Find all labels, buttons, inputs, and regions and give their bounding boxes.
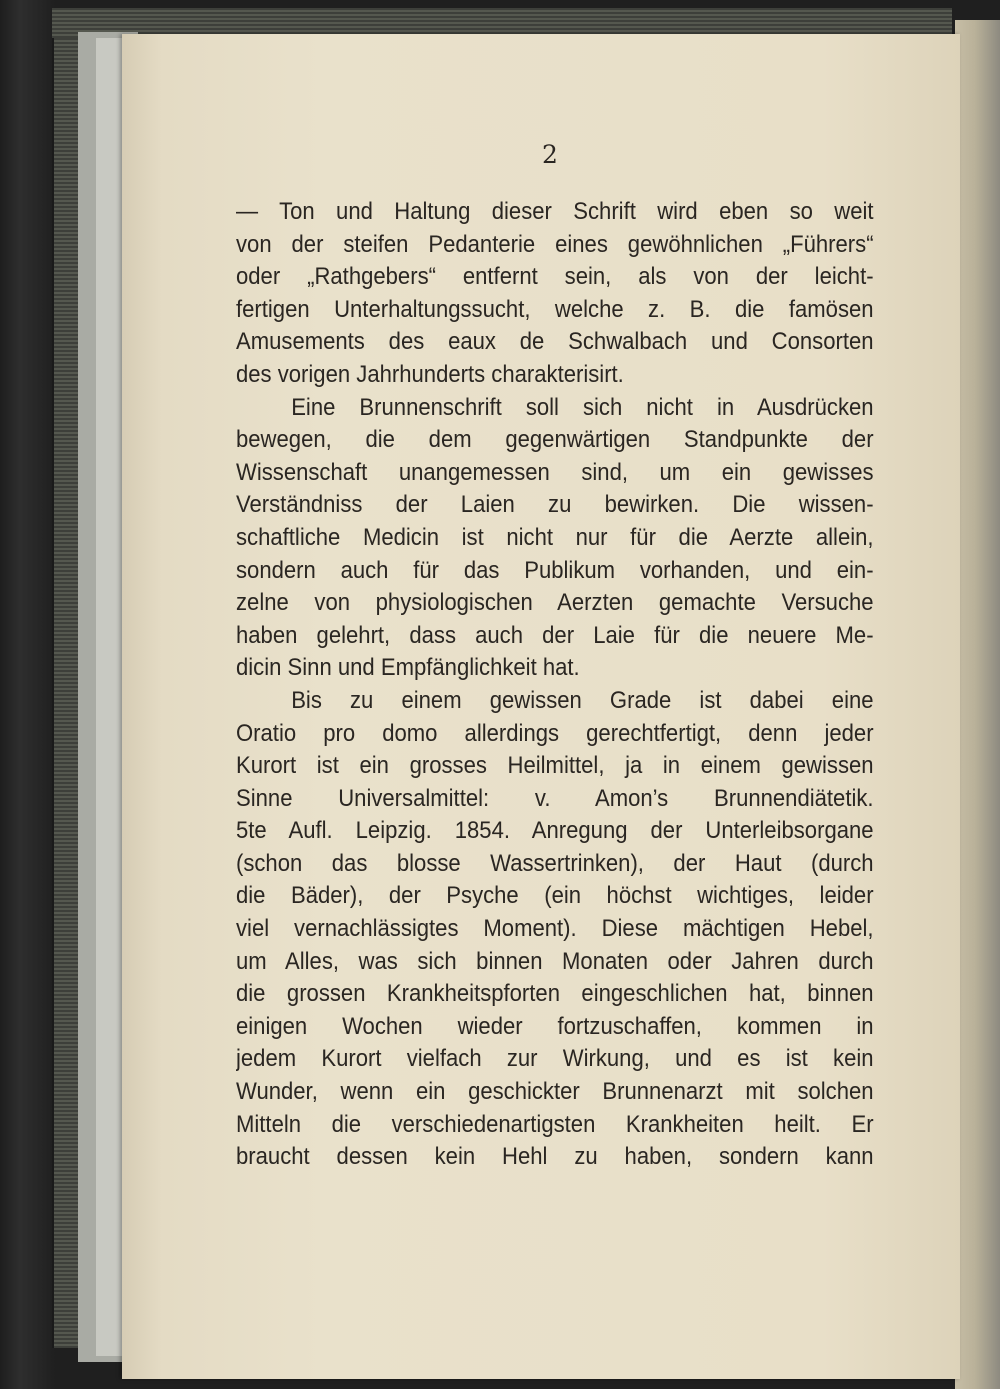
text-line: Amusements des eaux de Schwalbach und Consorten xyxy=(236,328,874,356)
text-line: zelne von physiologischen Aerzten gemachte Versuche xyxy=(236,589,874,617)
text-line: braucht dessen kein Hehl zu haben, sondern kann xyxy=(236,1143,874,1171)
text-line: einigen Wochen wieder fortzuschaffen, kommen in xyxy=(236,1012,874,1040)
text-line: Verständniss der Laien zu bewirken. Die wissen- xyxy=(236,491,874,519)
text-line: haben gelehrt, dass auch der Laie für die neuere Me- xyxy=(236,621,874,649)
page-stack-edge xyxy=(955,20,1000,1389)
text-line: von der steifen Pedanterie eines gewöhnlichen „Führers“ xyxy=(236,230,874,258)
text-line: fertigen Unterhaltungssucht, welche z. B. die famösen xyxy=(236,295,874,323)
text-line: viel vernachlässigtes Moment). Diese mächtigen Hebel, xyxy=(236,915,874,943)
text-line: 5te Aufl. Leipzig. 1854. Anregung der Unterleibsorgane xyxy=(236,817,874,845)
text-line: die grossen Krankheitspforten eingeschlichen hat, binnen xyxy=(236,980,874,1008)
text-line: um Alles, was sich binnen Monaten oder Jahren durch xyxy=(236,947,874,975)
text-line: dicin Sinn und Empfänglichkeit hat. xyxy=(236,654,580,682)
text-line: — Ton und Haltung dieser Schrift wird eben so weit xyxy=(236,198,874,225)
text-line: Mitteln die verschiedenartigsten Krankheiten heilt. Er xyxy=(236,1110,874,1138)
text-line: sondern auch für das Publikum vorhanden, und ein- xyxy=(236,556,874,584)
body-text xyxy=(236,196,874,1174)
text-line: oder „Rathgebers“ entfernt sein, als von der leicht- xyxy=(236,263,874,291)
page-number: 2 xyxy=(542,140,558,169)
text-line: bewegen, die dem gegenwärtigen Standpunkte der xyxy=(236,426,874,454)
text-line: Wissenschaft unangemessen sind, um ein gewisses xyxy=(236,458,874,486)
text-line: Kurort ist ein grosses Heilmittel, ja in einem gewissen xyxy=(236,752,874,780)
text-line: Wunder, wenn ein geschickter Brunnenarzt mit solchen xyxy=(236,1078,874,1106)
text-line: die Bäder), der Psyche (ein höchst wichtiges, leider xyxy=(236,882,874,910)
text-line: (schon das blosse Wassertrinken), der Haut (durch xyxy=(236,849,874,877)
text-line: Eine Brunnenschrift soll sich nicht in Ausdrücken xyxy=(291,393,874,421)
text-line: Bis zu einem gewissen Grade ist dabei eine xyxy=(291,686,874,714)
text-line: jedem Kurort vielfach zur Wirkung, und es ist kein xyxy=(236,1045,874,1073)
text-line: Sinne Universalmittel: v. Amon’s Brunnendiätetik. xyxy=(236,784,874,812)
text-line: Oratio pro domo allerdings gerechtfertigt, denn jeder xyxy=(236,719,874,747)
text-line: schaftliche Medicin ist nicht nur für die Aerzte allein, xyxy=(236,523,874,551)
text-line: des vorigen Jahrhunderts charakterisirt. xyxy=(236,360,624,388)
